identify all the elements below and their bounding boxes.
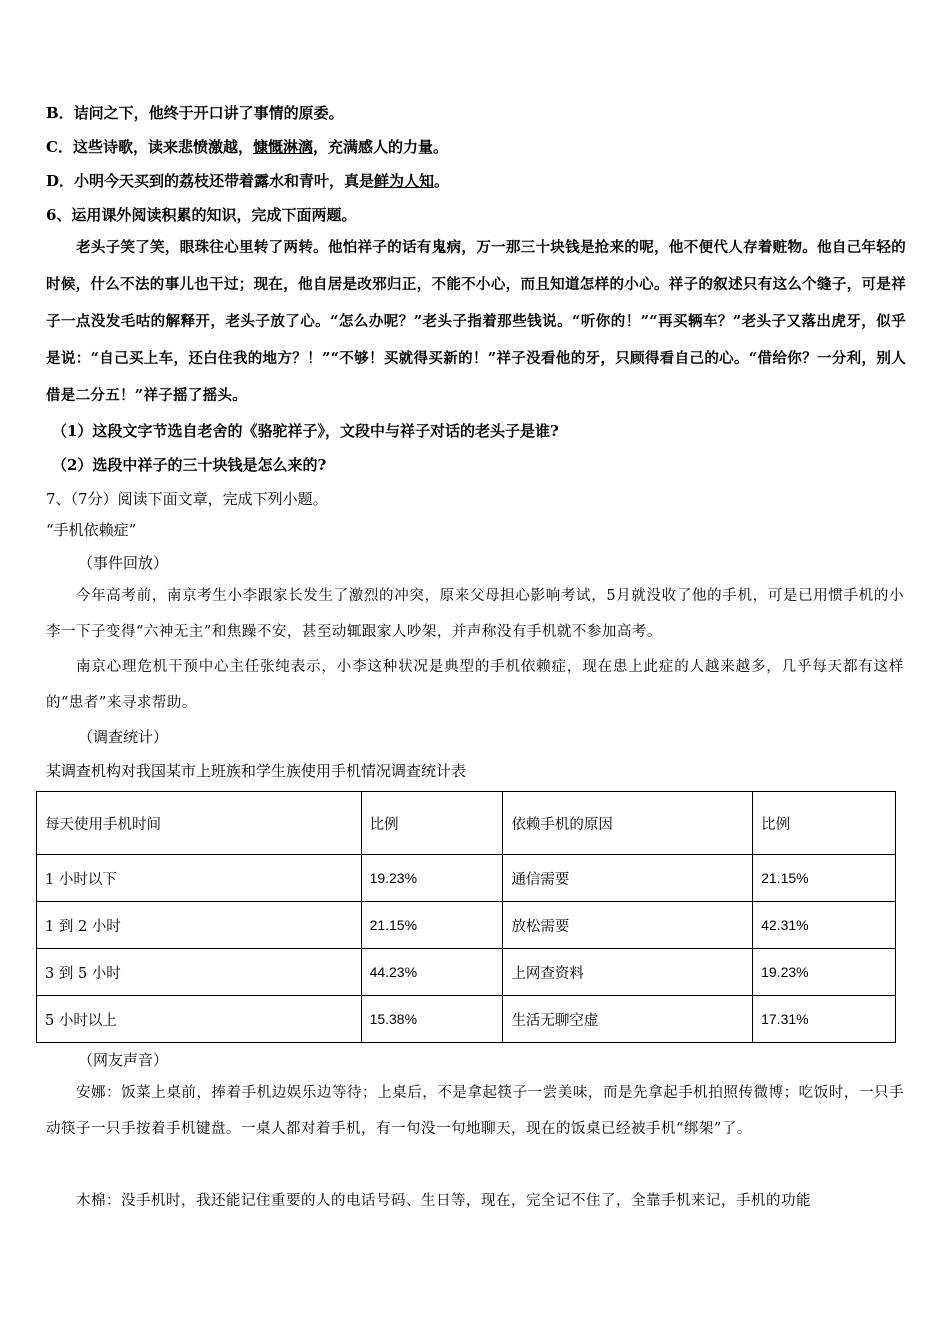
- section-survey: （调查统计）: [78, 728, 169, 746]
- survey-table: [36, 791, 896, 1043]
- table-header-cell: 依赖手机的原因: [503, 792, 753, 855]
- option-c-end: ，充满感人的力量。: [312, 138, 448, 156]
- table-row: [37, 996, 896, 1043]
- option-d-underlined: 鲜为人知: [374, 172, 435, 190]
- option-d-end: 。: [434, 172, 450, 190]
- table-cell: 上网查资料: [503, 949, 753, 996]
- table-cell: 1 到 2 小时: [37, 902, 362, 949]
- question-6-sub1: （1）这段文字节选自老舍的《骆驼祥子》，文段中与祥子对话的老头子是谁?: [52, 422, 559, 440]
- article-paragraph-1: 今年高考前，南京考生小李跟家长发生了激烈的冲突，原来父母担心影响考试，5月就没收了他的手机，可是已用惯手机的小李一下子变得“六神无主”和焦躁不安，甚至动辄跟家人吵架，并声称没有手机就不参加高考。: [46, 588, 904, 640]
- table-cell: 42.31%: [753, 902, 896, 949]
- table-cell: 放松需要: [503, 902, 753, 949]
- table-cell: 1 小时以下: [37, 855, 362, 902]
- table-cell: 生活无聊空虚: [503, 996, 753, 1043]
- table-cell: 19.23%: [361, 855, 503, 902]
- article-paragraph-3: 安娜：饭菜上桌前，捧着手机边娱乐边等待；上桌后，不是拿起筷子一尝美味，而是先拿起手机拍照传微博；吃饭时，一只手动筷子一只手按着手机键盘。一桌人都对着手机，有一句没一句地聊天，现在的饭桌已经被手机“绑架”了。: [46, 1085, 904, 1137]
- table-row: [37, 855, 896, 902]
- article-paragraph-2: 南京心理危机干预中心主任张纯表示，小李这种状况是典型的手机依赖症，现在患上此症的人越来越多，几乎每天都有这样的“患者”来寻求帮助。: [46, 659, 904, 711]
- section-netizen-voices: （网友声音）: [78, 1051, 169, 1069]
- table-header-cell: 比例: [753, 792, 896, 855]
- article-paragraph-4: 木棉：没手机时，我还能记住重要的人的电话号码、生日等，现在，完全记不住了，全靠手机来记，手机的功能: [76, 1193, 811, 1209]
- section-event-review: （事件回放）: [78, 554, 169, 572]
- table-cell: 44.23%: [361, 949, 503, 996]
- option-d: [46, 171, 904, 191]
- table-cell: 19.23%: [753, 949, 896, 996]
- table-header-cell: 比例: [361, 792, 503, 855]
- table-cell: 21.15%: [753, 855, 896, 902]
- article-title: “手机依赖症”: [46, 521, 137, 539]
- table-row: [37, 902, 896, 949]
- table-cell: 5 小时以上: [37, 996, 362, 1043]
- table-caption: 某调查机构对我国某市上班族和学生族使用手机情况调查统计表: [46, 762, 467, 780]
- option-c-underlined: 慷慨淋漓: [252, 138, 313, 156]
- table-row: [37, 949, 896, 996]
- table-cell: 21.15%: [361, 902, 503, 949]
- question-7-title: 7、（7分）阅读下面文章，完成下列小题。: [46, 490, 328, 508]
- table-header-row: [37, 792, 896, 855]
- question-6-sub2: （2）选段中祥子的三十块钱是怎么来的?: [52, 456, 327, 474]
- table-cell: 通信需要: [503, 855, 753, 902]
- table-cell: 15.38%: [361, 996, 503, 1043]
- question-6-title: 6、运用课外阅读积累的知识，完成下面两题。: [46, 206, 357, 224]
- option-b: B．诘问之下，他终于开口讲了事情的原委。: [46, 104, 344, 122]
- option-d-text: D．小明今天买到的荔枝还带着露水和青叶，真是: [46, 172, 375, 190]
- table-header-cell: 每天使用手机时间: [37, 792, 362, 855]
- option-c-text: C．这些诗歌，读来悲愤激越，: [46, 138, 253, 156]
- table-cell: 3 到 5 小时: [37, 949, 362, 996]
- question-6-passage: 老头子笑了笑，眼珠往心里转了两转。他怕祥子的话有鬼病，万一那三十块钱是抢来的呢，他不便代人存着赃物。他自己年轻的时候，什么不法的事儿也干过；现在，他自居是改邪归正，不能不小心，而且知道怎样的小心。祥子的叙述只有这么个缝子，可是祥子一点没发毛咕的解释开，老头子放了心。“怎么办呢？”老头子指着那些钱说。“听你的！”“再买辆车？”老头子又落出虎牙，似乎是说：“自己买上车，还白住我的地方？！”“不够！买就得买新的！”祥子没看他的牙，只顾得看自己的心。“借给你？一分利，别人借是二分五！”祥子摇了摇头。: [46, 239, 906, 404]
- table-cell: 17.31%: [753, 996, 896, 1043]
- option-c: [46, 137, 904, 157]
